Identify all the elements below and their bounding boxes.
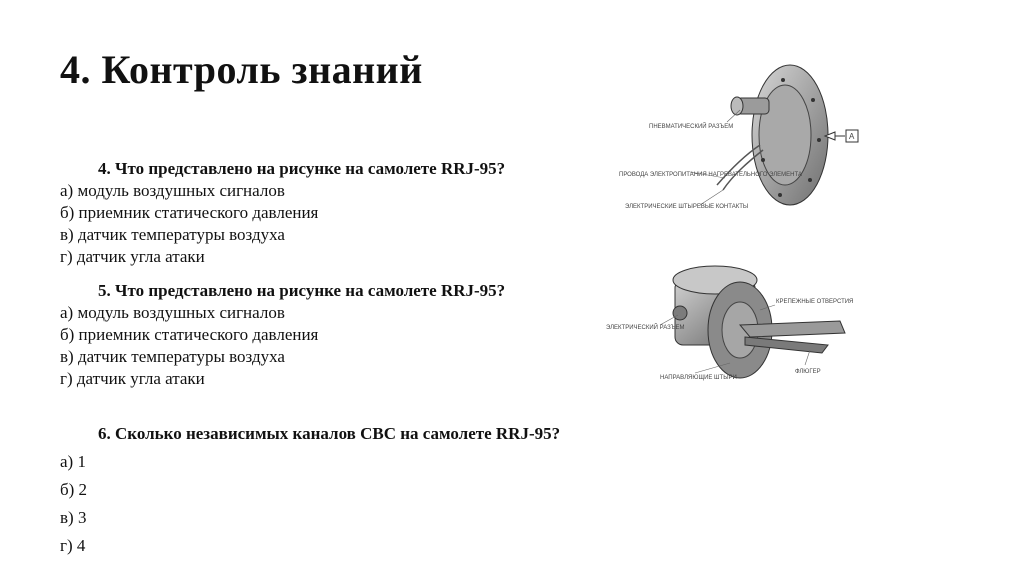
question-5-text: 5. Что представлено на рисунке на самолете RRJ-95? xyxy=(98,281,506,300)
callout-pneumatic-connector: ПНЕВМАТИЧЕСКИЙ РАЗЪЕМ xyxy=(649,124,734,130)
question-6-option-a[interactable]: а) 1 xyxy=(60,452,86,471)
question-4 xyxy=(60,158,505,268)
question-5 xyxy=(60,280,505,390)
page-title: 4. Контроль знаний xyxy=(60,47,423,92)
question-4-option-d[interactable]: г) датчик угла атаки xyxy=(60,247,205,266)
question-4-text: 4. Что представлено на рисунке на самолете RRJ-95? xyxy=(98,159,506,178)
question-6-option-b[interactable]: б) 2 xyxy=(60,480,88,499)
question-5-option-b[interactable]: б) приемник статического давления xyxy=(60,325,319,344)
question-5-option-c[interactable]: в) датчик температуры воздуха xyxy=(60,347,285,366)
question-4-option-a[interactable]: а) модуль воздушных сигналов xyxy=(60,181,285,200)
question-6-text: 6. Сколько независимых каналов СВС на самолете RRJ-95? xyxy=(98,424,561,443)
question-6 xyxy=(60,420,560,560)
question-4-option-c[interactable]: в) датчик температуры воздуха xyxy=(60,225,285,244)
callout-heater-wires: ПРОВОДА ЭЛЕКТРОПИТАНИЯ НАГРЕВАТЕЛЬНОГО ЭЛЕМЕНТА xyxy=(619,172,802,178)
question-6-option-c[interactable]: в) 3 xyxy=(60,508,87,527)
question-6-option-d[interactable]: г) 4 xyxy=(60,536,86,555)
question-4-option-b[interactable]: б) приемник статического давления xyxy=(60,203,319,222)
callout-vane: ФЛЮГЕР xyxy=(795,369,821,375)
callout-guide-pins: НАПРАВЛЯЮЩИЕ ШТЫРИ xyxy=(660,375,737,381)
callout-mounting-holes: КРЕПЕЖНЫЕ ОТВЕРСТИЯ xyxy=(776,299,854,305)
question-5-option-d[interactable]: г) датчик угла атаки xyxy=(60,369,205,388)
view-arrow-label: A xyxy=(849,132,855,141)
callout-electrical-pins: ЭЛЕКТРИЧЕСКИЕ ШТЫРЕВЫЕ КОНТАКТЫ xyxy=(625,204,749,210)
electrical-connector xyxy=(673,306,687,320)
question-5-option-a[interactable]: а) модуль воздушных сигналов xyxy=(60,303,285,322)
figure-air-data-sensor xyxy=(605,60,865,220)
callout-electrical-connector: ЭЛЕКТРИЧЕСКИЙ РАЗЪЕМ xyxy=(606,325,685,331)
figure-aoa-sensor xyxy=(600,255,860,405)
